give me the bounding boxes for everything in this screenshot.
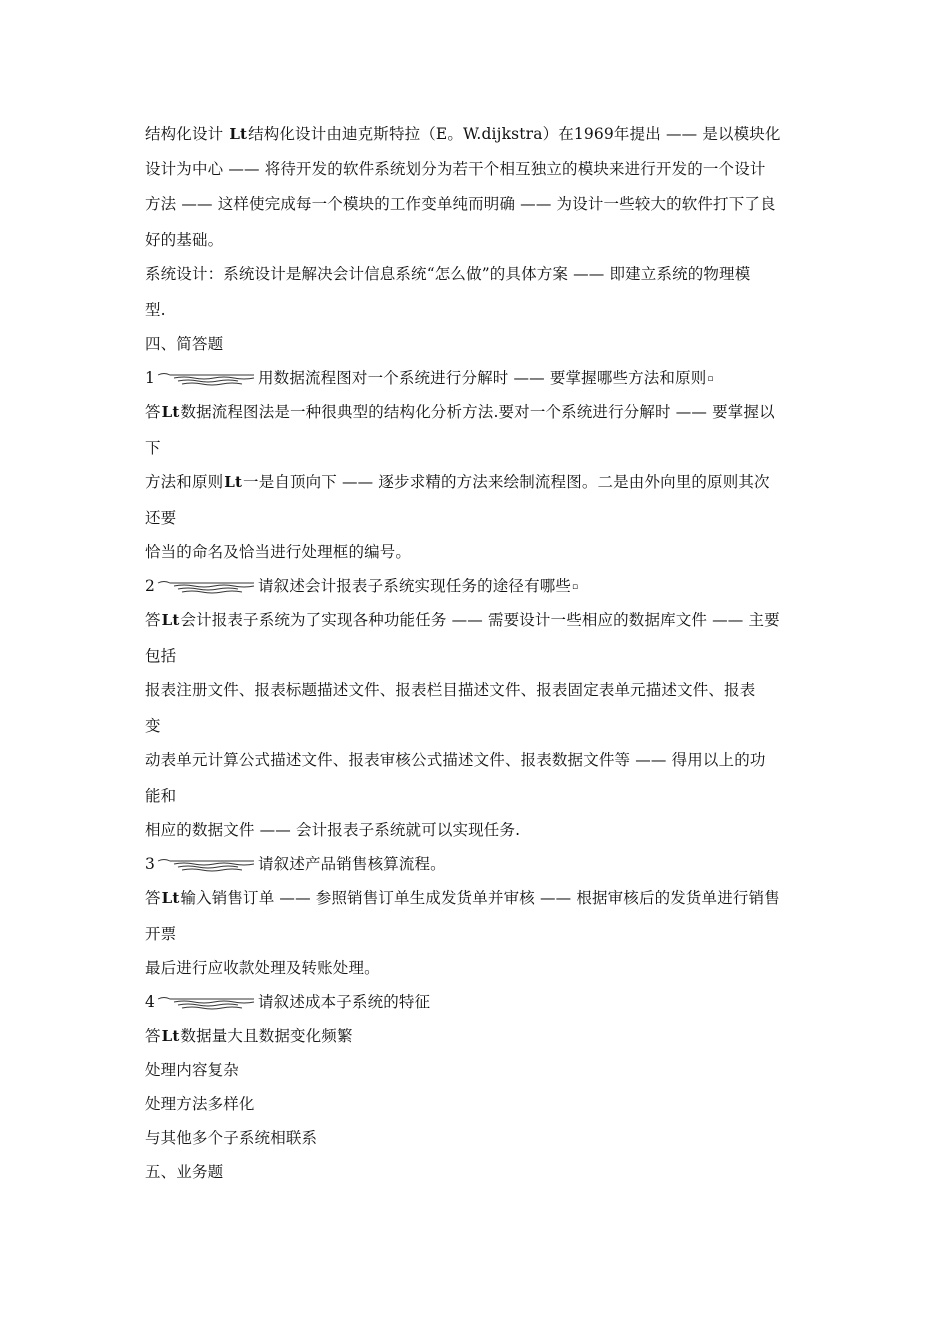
text-segment: 数据流程图法是一种很典型的结构化分析方法.要对一个系统进行分解时 —— 要掌握以 (180, 403, 775, 421)
text-line (145, 854, 825, 874)
text-segment: 与其他多个子系统相联系 (145, 1129, 318, 1147)
small-box-mark: ▫ (572, 582, 579, 592)
separator-glyph: Lt (224, 473, 243, 491)
text-line (145, 888, 825, 908)
text-line (145, 368, 825, 389)
text-line (145, 194, 825, 214)
question-text: 请叙述产品销售核算流程。 (258, 855, 446, 873)
text-line (145, 716, 825, 736)
text-line (145, 1128, 825, 1148)
text-segment: 五、业务题 (145, 1163, 224, 1181)
text-segment: 输入销售订单 —— 参照销售订单生成发货单并审核 —— 根据审核后的发货单进行销售 (180, 889, 780, 907)
question-text: 用数据流程图对一个系统进行分解时 —— 要掌握哪些方法和原则 (258, 369, 707, 387)
text-segment: 答 (145, 1027, 161, 1045)
text-segment: 处理内容复杂 (145, 1061, 239, 1079)
text-line (145, 958, 825, 978)
text-segment: 四、简答题 (145, 335, 224, 353)
text-line (145, 924, 825, 944)
wavy-underline-mark (156, 996, 256, 1010)
text-line (145, 264, 825, 284)
text-segment: 方法和原则 (145, 473, 224, 491)
text-segment: 最后进行应收款处理及转账处理。 (145, 959, 380, 977)
text-line (145, 992, 825, 1012)
text-segment: 系统设计：系统设计是解决会计信息系统“怎么做”的具体方案 —— 即建立系统的物理模 (145, 265, 751, 283)
small-box-mark: ▫ (707, 374, 714, 384)
text-line (145, 334, 825, 354)
text-segment: 会计报表子系统为了实现各种功能任务 —— 需要设计一些相应的数据库文件 —— 主要 (180, 611, 780, 629)
text-segment: 数据量大且数据变化频繁 (180, 1027, 353, 1045)
question-number: 2 (145, 577, 156, 595)
text-segment: 报表注册文件、报表标题描述文件、报表栏目描述文件、报表固定表单元描述文件、报表 (145, 681, 756, 699)
text-line (145, 438, 825, 458)
text-line (145, 1162, 825, 1182)
separator-glyph: Lt (229, 125, 248, 143)
text-segment: 还要 (145, 509, 177, 527)
separator-glyph: Lt (161, 403, 180, 421)
text-segment: 答 (145, 403, 161, 421)
text-segment: 好的基础。 (145, 231, 224, 249)
wavy-underline-mark (156, 580, 256, 594)
text-line (145, 786, 825, 806)
text-segment: 答 (145, 889, 161, 907)
text-line (145, 508, 825, 528)
text-segment: 恰当的命名及恰当进行处理框的编号。 (145, 543, 412, 561)
text-segment: 动表单元计算公式描述文件、报表审核公式描述文件、报表数据文件等 —— 得用以上的功 (145, 751, 766, 769)
text-line (145, 610, 825, 630)
text-line (145, 124, 825, 144)
text-segment: 结构化设计 (145, 125, 229, 143)
separator-glyph: Lt (161, 889, 180, 907)
text-segment: 结构化设计由迪克斯特拉（E。W.dijkstra）在1969年提出 —— 是以模块化 (248, 125, 781, 143)
text-line (145, 750, 825, 770)
text-segment: 型. (145, 301, 166, 319)
text-line (145, 159, 825, 179)
wavy-underline-mark (156, 372, 256, 386)
text-line (145, 646, 825, 666)
text-line (145, 300, 825, 320)
text-segment: 设计为中心 —— 将待开发的软件系统划分为若干个相互独立的模块来进行开发的一个设计 (145, 160, 766, 178)
text-line (145, 472, 825, 492)
text-line (145, 820, 825, 840)
text-line (145, 542, 825, 562)
text-segment: 答 (145, 611, 161, 629)
text-line (145, 1060, 825, 1080)
question-number: 1 (145, 369, 156, 387)
text-line (145, 576, 825, 597)
separator-glyph: Lt (161, 1027, 180, 1045)
text-line (145, 402, 825, 422)
text-line (145, 1026, 825, 1046)
text-segment: 一是自顶向下 —— 逐步求精的方法来绘制流程图。二是由外向里的原则其次 (243, 473, 770, 491)
text-line (145, 680, 825, 700)
text-segment: 包括 (145, 647, 177, 665)
text-segment: 相应的数据文件 —— 会计报表子系统就可以实现任务. (145, 821, 521, 839)
separator-glyph: Lt (161, 611, 180, 629)
text-segment: 变 (145, 717, 161, 735)
text-segment: 处理方法多样化 (145, 1095, 255, 1113)
question-text: 请叙述成本子系统的特征 (258, 993, 431, 1011)
text-segment: 开票 (145, 925, 177, 943)
text-segment: 下 (145, 439, 161, 457)
question-number: 3 (145, 855, 156, 873)
text-line (145, 230, 825, 250)
text-segment: 能和 (145, 787, 177, 805)
wavy-underline-mark (156, 858, 256, 872)
text-segment: 方法 —— 这样使完成每一个模块的工作变单纯而明确 —— 为设计一些较大的软件打下了良 (145, 195, 776, 213)
question-text: 请叙述会计报表子系统实现任务的途径有哪些 (258, 577, 572, 595)
question-number: 4 (145, 993, 156, 1011)
text-line (145, 1094, 825, 1114)
